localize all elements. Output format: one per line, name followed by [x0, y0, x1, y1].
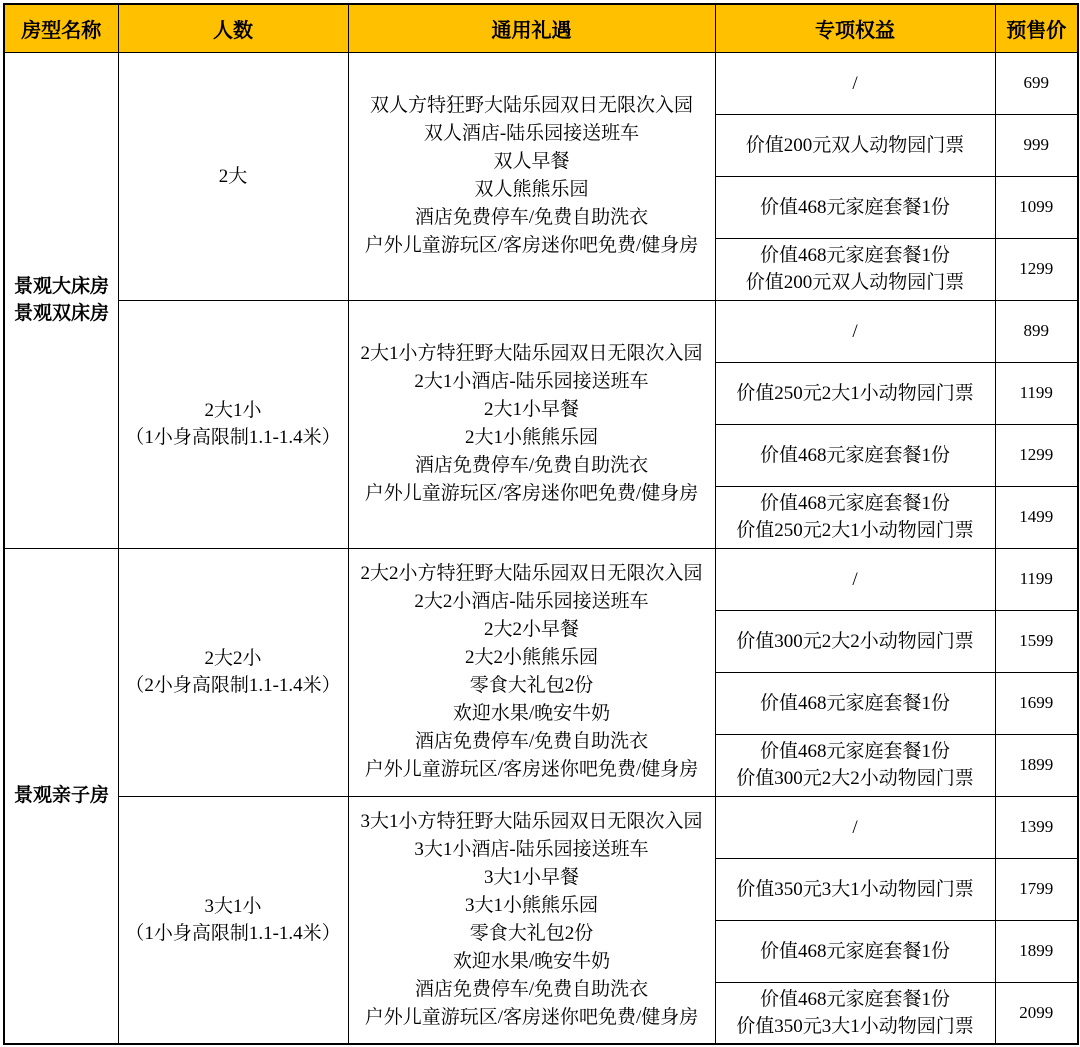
- general-benefit-line: 3大1小熊熊乐园: [464, 894, 598, 916]
- general-benefit-line: 2大1小方特狂野大陆乐园双日无限次入园: [360, 343, 703, 364]
- special-benefit-line: 价值468元家庭套餐1份: [759, 493, 950, 514]
- general-benefit-line: 户外儿童游玩区/客房迷你吧免费/健身房: [364, 759, 699, 780]
- price-value: 999: [1023, 135, 1049, 154]
- general-benefit-line: 双人方特狂野大陆乐园双日无限次入园: [369, 95, 693, 116]
- general-benefit-line: 2大2小早餐: [483, 619, 579, 640]
- general-benefits-cell: [348, 300, 715, 548]
- general-benefit-line: 3大1小方特狂野大陆乐园双日无限次入园: [360, 810, 703, 832]
- price-value: 1199: [1019, 383, 1053, 402]
- price-cell: [995, 114, 1078, 176]
- general-benefit-line: 零食大礼包2份: [469, 922, 594, 944]
- price-cell: [995, 672, 1078, 734]
- price-value: 1499: [1019, 507, 1054, 526]
- special-benefit-line: /: [852, 568, 858, 590]
- general-benefit-line: 零食大礼包2份: [469, 675, 594, 696]
- special-benefit-line: 价值300元2大2小动物园门票: [736, 630, 974, 652]
- general-benefit-line: 3大1小早餐: [483, 866, 579, 888]
- price-value: 1599: [1019, 631, 1054, 650]
- table-row: [4, 300, 1078, 362]
- price-cell: [995, 486, 1078, 548]
- special-benefits-cell: [715, 920, 995, 982]
- price-table: [3, 3, 1079, 1045]
- price-value: 1199: [1019, 569, 1053, 588]
- guests-note: （2小身高限制1.1-1.4米）: [125, 675, 341, 696]
- price-cell: [995, 548, 1078, 610]
- price-value: 899: [1023, 321, 1049, 340]
- special-benefits-cell: [715, 52, 995, 114]
- special-benefit-line: 价值250元2大1小动物园门票: [736, 382, 974, 404]
- price-cell: [995, 52, 1078, 114]
- special-benefit-line: 价值468元家庭套餐1份: [759, 692, 950, 714]
- price-cell: [995, 238, 1078, 300]
- price-value: 1099: [1019, 197, 1054, 216]
- price-value: 1799: [1019, 879, 1054, 898]
- price-cell: [995, 734, 1078, 796]
- general-benefit-line: 欢迎水果/晚安牛奶: [452, 703, 611, 724]
- special-benefits-cell: [715, 486, 995, 548]
- price-value: 1699: [1019, 693, 1054, 712]
- price-value: 2099: [1019, 1002, 1054, 1022]
- guests-cell: [118, 796, 348, 1044]
- room-type-label: 景观双床房: [14, 303, 110, 324]
- special-benefit-line: 价值200元双人动物园门票: [745, 134, 965, 156]
- general-benefit-line: 酒店免费停车/免费自助洗衣: [414, 207, 649, 228]
- special-benefits-cell: [715, 610, 995, 672]
- price-cell: [995, 982, 1078, 1044]
- price-cell: [995, 176, 1078, 238]
- price-cell: [995, 424, 1078, 486]
- price-value: 1899: [1019, 941, 1054, 960]
- general-benefit-line: 户外儿童游玩区/客房迷你吧免费/健身房: [364, 1006, 699, 1028]
- general-benefit-line: 欢迎水果/晚安牛奶: [452, 950, 611, 972]
- header-presale-price: 预售价: [995, 4, 1078, 52]
- special-benefit-line: 价值250元2大1小动物园门票: [736, 520, 974, 541]
- general-benefit-line: 酒店免费停车/免费自助洗衣: [414, 978, 649, 1000]
- general-benefit-line: 2大2小方特狂野大陆乐园双日无限次入园: [360, 563, 703, 584]
- special-benefits-cell: [715, 548, 995, 610]
- guests-cell: [118, 52, 348, 300]
- special-benefits-cell: [715, 300, 995, 362]
- price-cell: [995, 362, 1078, 424]
- guests-cell: [118, 548, 348, 796]
- header-special-benefits: 专项权益: [715, 4, 995, 52]
- table-row: [4, 548, 1078, 610]
- special-benefits-cell: [715, 176, 995, 238]
- guests-note: （1小身高限制1.1-1.4米）: [125, 922, 341, 944]
- price-value: 1899: [1019, 755, 1054, 774]
- guests-label: 2大: [218, 165, 248, 187]
- price-cell: [995, 610, 1078, 672]
- general-benefit-line: 2大2小熊熊乐园: [464, 647, 598, 668]
- special-benefits-cell: [715, 796, 995, 858]
- general-benefits-cell: [348, 548, 715, 796]
- room-type-cell: [4, 52, 118, 548]
- table-row: [4, 52, 1078, 114]
- general-benefit-line: 2大1小熊熊乐园: [464, 427, 598, 448]
- special-benefit-line: 价值468元家庭套餐1份: [759, 988, 950, 1010]
- special-benefit-line: 价值200元双人动物园门票: [745, 272, 965, 293]
- special-benefits-cell: [715, 362, 995, 424]
- special-benefit-line: 价值468元家庭套餐1份: [759, 196, 950, 218]
- general-benefit-line: 2大1小早餐: [483, 399, 579, 420]
- special-benefit-line: 价值468元家庭套餐1份: [759, 245, 950, 266]
- price-value: 1299: [1019, 259, 1054, 278]
- general-benefit-line: 双人酒店-陆乐园接送班车: [423, 123, 640, 144]
- price-cell: [995, 300, 1078, 362]
- general-benefit-line: 户外儿童游玩区/客房迷你吧免费/健身房: [364, 235, 699, 256]
- special-benefits-cell: [715, 424, 995, 486]
- table-row: [4, 796, 1078, 858]
- special-benefits-cell: [715, 238, 995, 300]
- general-benefit-line: 2大1小酒店-陆乐园接送班车: [414, 371, 649, 392]
- general-benefit-line: 2大2小酒店-陆乐园接送班车: [414, 591, 649, 612]
- general-benefits-cell: [348, 796, 715, 1044]
- price-cell: [995, 858, 1078, 920]
- room-type-label: 景观大床房: [14, 276, 110, 297]
- guests-label: 2大1小: [204, 400, 262, 421]
- special-benefit-line: 价值468元家庭套餐1份: [759, 940, 950, 962]
- special-benefit-line: 价值350元3大1小动物园门票: [736, 1015, 974, 1037]
- special-benefit-line: /: [852, 72, 858, 94]
- special-benefits-cell: [715, 672, 995, 734]
- price-value: 699: [1023, 73, 1049, 92]
- special-benefit-line: 价值468元家庭套餐1份: [759, 444, 950, 466]
- general-benefit-line: 3大1小酒店-陆乐园接送班车: [414, 838, 649, 860]
- special-benefits-cell: [715, 734, 995, 796]
- general-benefit-line: 酒店免费停车/免费自助洗衣: [414, 455, 649, 476]
- general-benefit-line: 双人熊熊乐园: [474, 179, 589, 200]
- general-benefit-line: 酒店免费停车/免费自助洗衣: [414, 731, 649, 752]
- guests-label: 3大1小: [204, 895, 262, 917]
- guests-label: 2大2小: [204, 648, 262, 669]
- guests-cell: [118, 300, 348, 548]
- special-benefit-line: 价值468元家庭套餐1份: [759, 741, 950, 762]
- room-type-cell: [4, 548, 118, 1044]
- header-general-benefits: 通用礼遇: [348, 4, 715, 52]
- special-benefit-line: /: [852, 816, 858, 838]
- header-row: [4, 4, 1078, 52]
- header-guests: 人数: [118, 4, 348, 52]
- special-benefits-cell: [715, 114, 995, 176]
- special-benefits-cell: [715, 858, 995, 920]
- room-type-label: 景观亲子房: [14, 785, 110, 807]
- price-value: 1299: [1019, 445, 1054, 464]
- special-benefit-line: /: [852, 320, 858, 342]
- special-benefit-line: 价值350元3大1小动物园门票: [736, 878, 974, 900]
- price-value: 1399: [1019, 817, 1054, 836]
- price-cell: [995, 796, 1078, 858]
- price-cell: [995, 920, 1078, 982]
- special-benefit-line: 价值300元2大2小动物园门票: [736, 768, 974, 789]
- header-room-type: 房型名称: [4, 4, 118, 52]
- general-benefits-cell: [348, 52, 715, 300]
- general-benefit-line: 户外儿童游玩区/客房迷你吧免费/健身房: [364, 483, 699, 504]
- general-benefit-line: 双人早餐: [493, 151, 570, 172]
- special-benefits-cell: [715, 982, 995, 1044]
- guests-note: （1小身高限制1.1-1.4米）: [125, 427, 341, 448]
